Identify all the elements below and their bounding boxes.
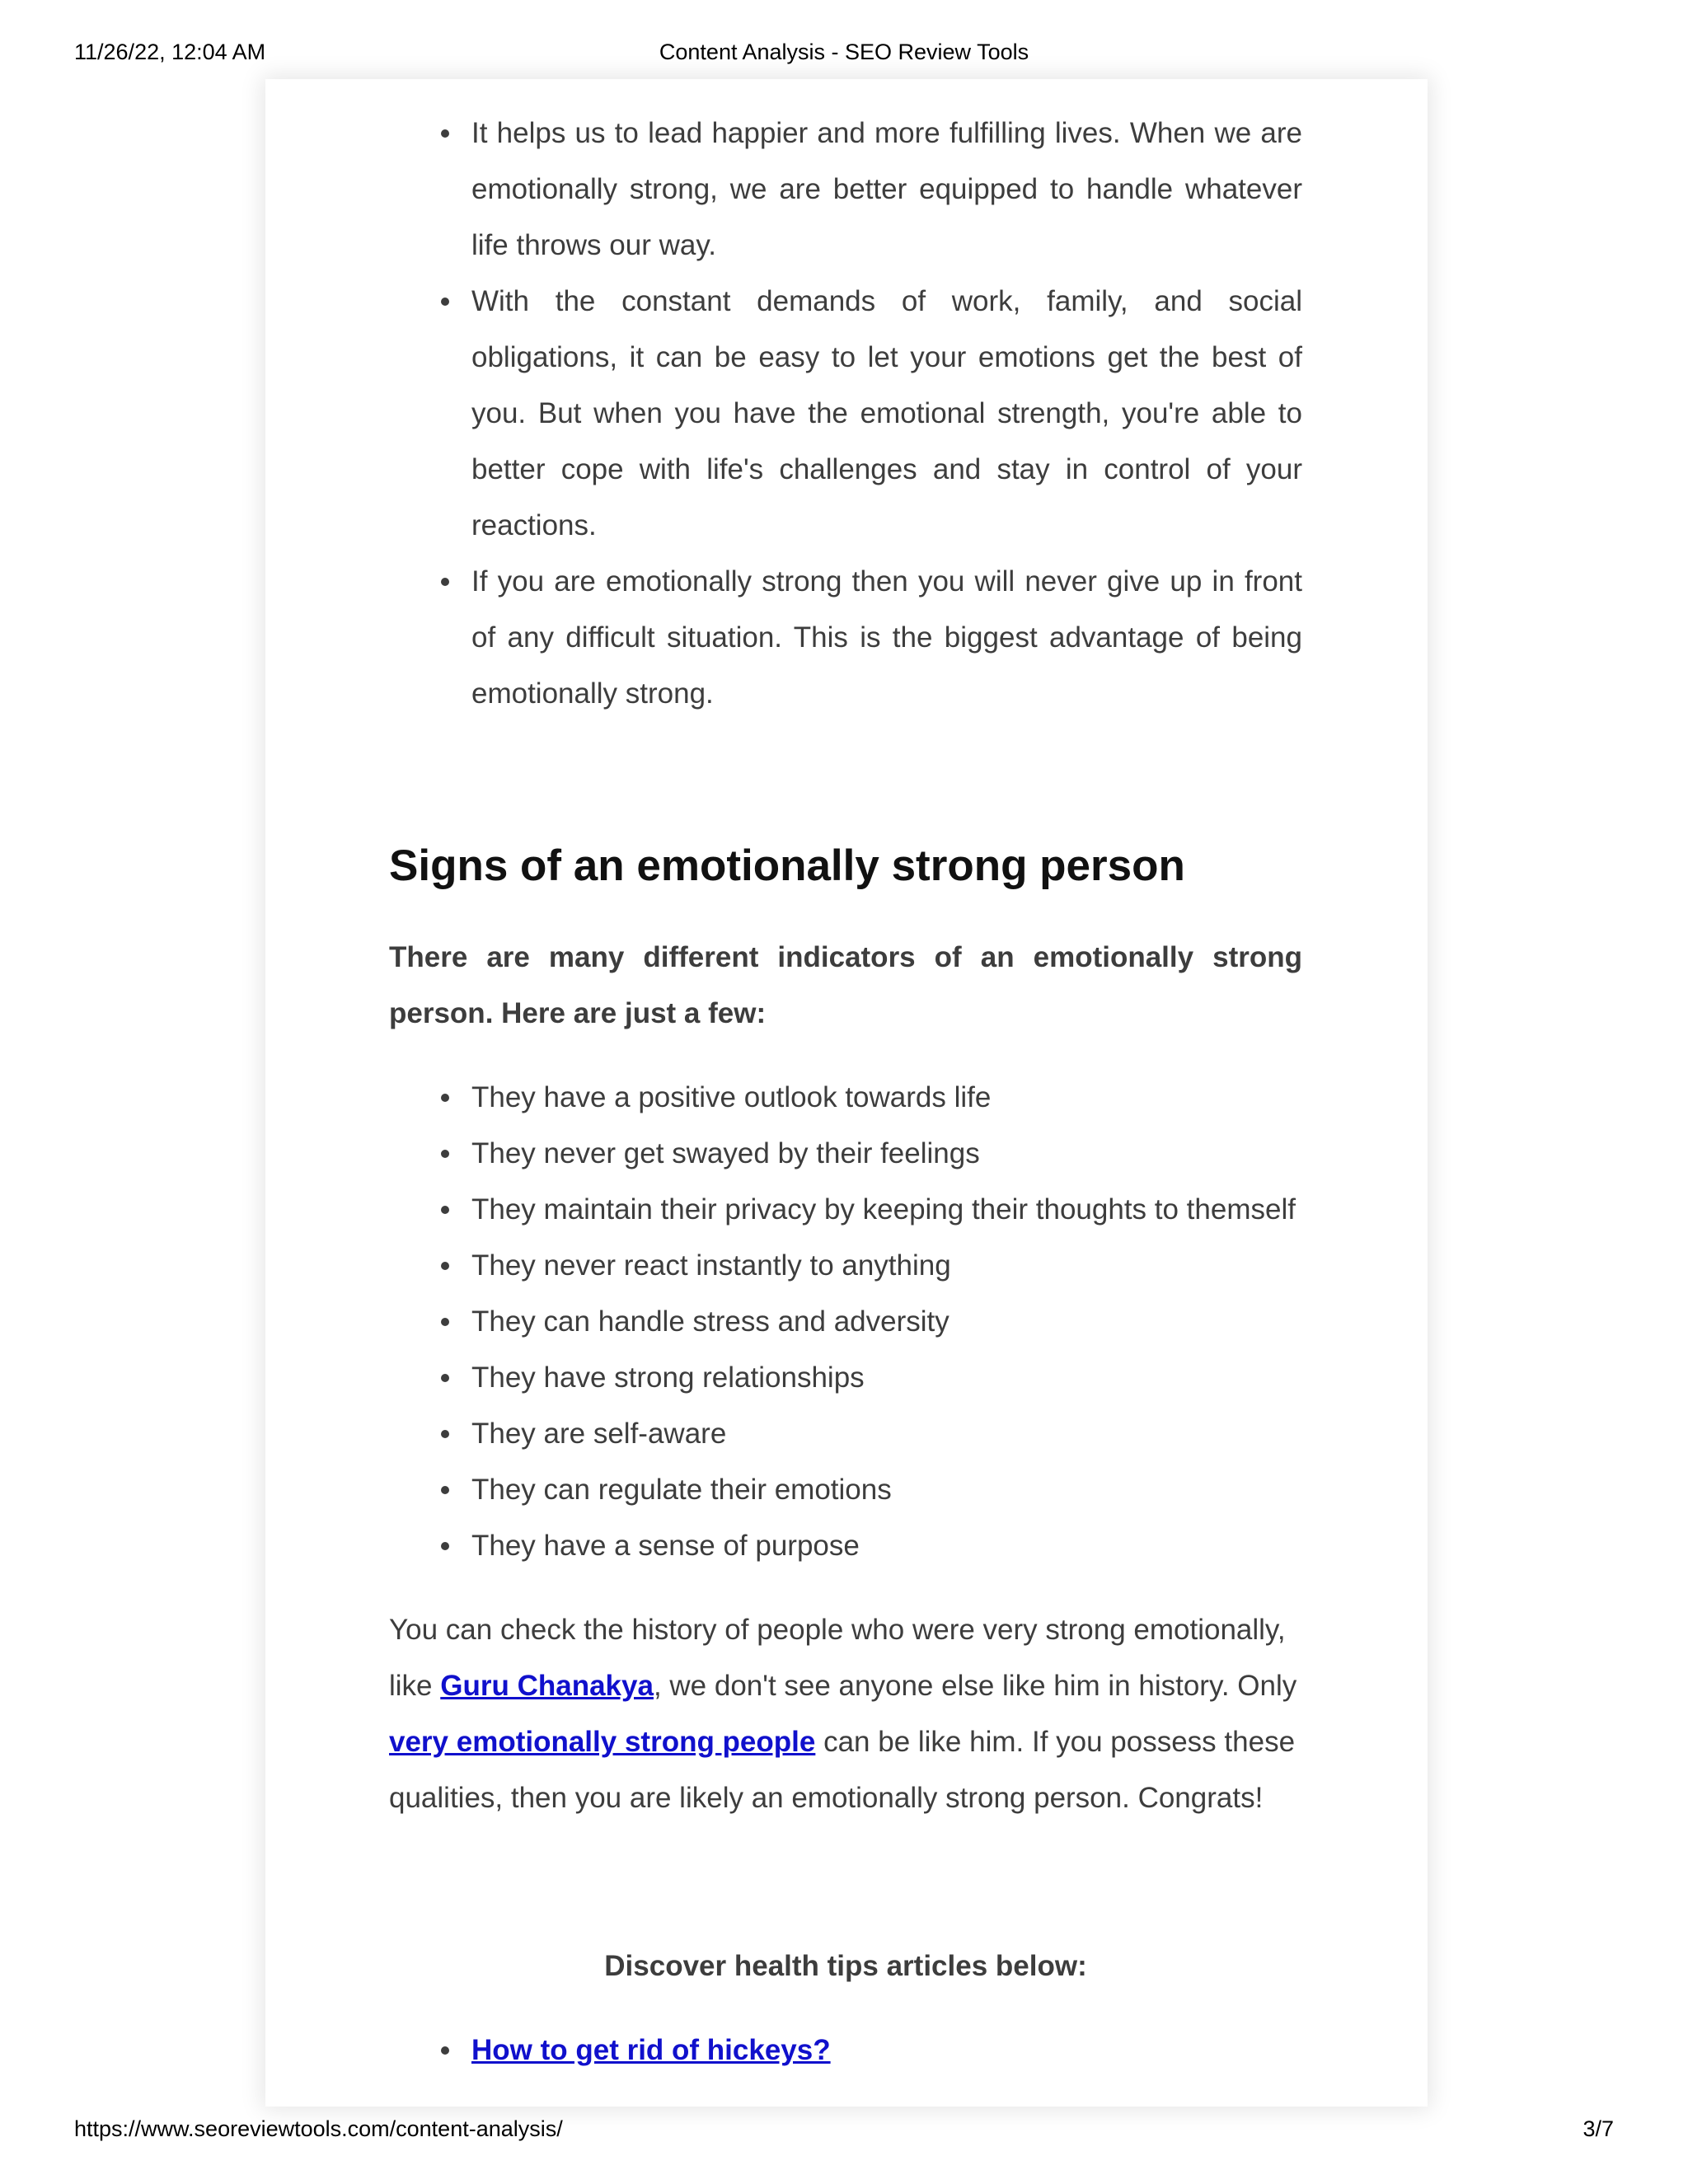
print-page-title: Content Analysis - SEO Review Tools (659, 40, 1029, 64)
print-date: 11/26/22, 12:04 AM (74, 40, 266, 64)
list-item (471, 2022, 1302, 2079)
guru-chanakya-link[interactable]: Guru Chanakya (440, 1670, 654, 1702)
list-item: They never get swayed by their feelings (471, 1126, 1302, 1182)
list-item: If you are emotionally strong then you will never give up in front of any difficult situation. This is the biggest advantage of being emotionally strong. (471, 554, 1302, 722)
section-heading: Signs of an emotionally strong person (389, 841, 1185, 890)
emotionally-strong-people-link[interactable]: very emotionally strong people (389, 1726, 816, 1758)
list-item: They have strong relationships (471, 1350, 1302, 1406)
list-item: They can regulate their emotions (471, 1462, 1302, 1518)
list-item: It helps us to lead happier and more fulfilling lives. When we are emotionally strong, we are better equipped to handle whatever life throws our way. (471, 105, 1302, 274)
signs-list (389, 1070, 1302, 1574)
print-header (0, 40, 1688, 68)
list-item: With the constant demands of work, family, and social obligations, it can be easy to let your emotions get the best of you. But when you have the emotional strength, you're able to better cope with life's challenges and stay in control of your reactions. (471, 274, 1302, 554)
section-intro: There are many different indicators of an emotionally strong person. Here are just a few: (389, 941, 1302, 1029)
article-content (389, 79, 1302, 2079)
print-url: https://www.seoreviewtools.com/content-analysis/ (74, 2116, 563, 2141)
list-item: They can handle stress and adversity (471, 1294, 1302, 1350)
health-tips-links (389, 2022, 1302, 2079)
list-item: They have a sense of purpose (471, 1518, 1302, 1574)
list-item: They never react instantly to anything (471, 1238, 1302, 1294)
discover-heading: Discover health tips articles below: (604, 1950, 1087, 1982)
history-paragraph (389, 1602, 1302, 1826)
article-card (265, 79, 1428, 2107)
list-item: They maintain their privacy by keeping their thoughts to themself (471, 1182, 1302, 1238)
list-item: They are self-aware (471, 1406, 1302, 1462)
hickeys-article-link[interactable]: How to get rid of hickeys? (471, 2034, 831, 2066)
list-item: They have a positive outlook towards life (471, 1070, 1302, 1126)
paragraph-text: can be like him. If you possess these qualities, then you are likely an emotionally strong person. Congrats! (389, 1726, 1296, 1814)
paragraph-text: , we don't see anyone else like him in history. Only (653, 1670, 1297, 1702)
paragraph-text: You can check the history of people who were very strong emotionally, like (389, 1614, 1286, 1702)
benefits-list (389, 105, 1302, 722)
page-number: 3/7 (1582, 2116, 1614, 2141)
